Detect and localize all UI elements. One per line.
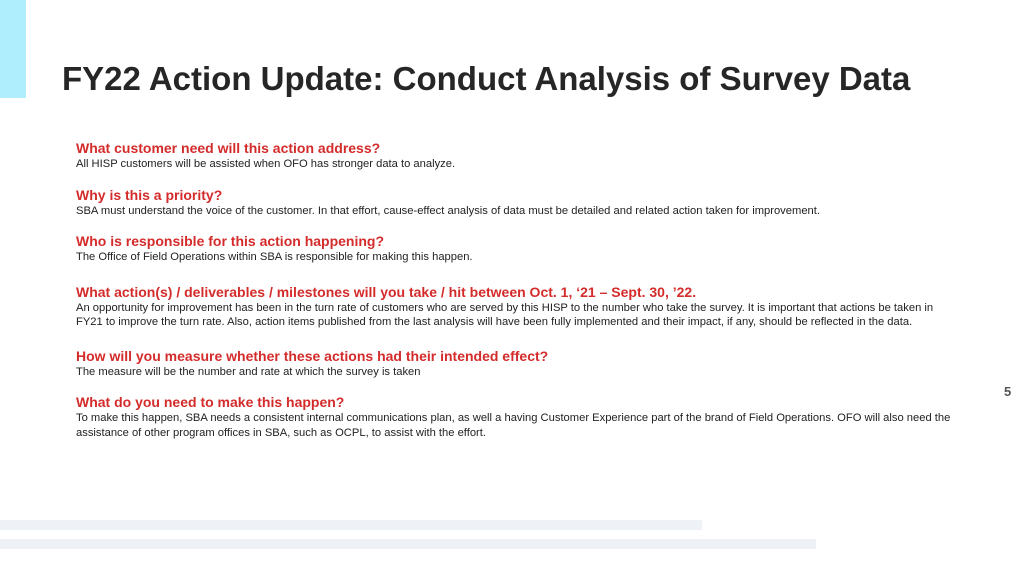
- question-heading: What customer need will this action address?: [76, 140, 381, 156]
- question-heading: What action(s) / deliverables / milestones will you take / hit between Oct. 1, ‘21 – Sept. 30, ’22.: [76, 283, 697, 300]
- question-heading: Why is this a priority?: [76, 186, 223, 203]
- answer-text: The measure will be the number and rate at which the survey is taken: [76, 365, 421, 378]
- accent-block: [0, 0, 26, 98]
- qa-section-measure: [76, 348, 956, 380]
- slide-number: 5: [1004, 384, 1012, 399]
- answer-text: An opportunity for improvement has been in the turn rate of customers who are served by this HISP to the number who take the survey. It is important that actions be taken in FY21 to improve the turn rate. Also, action items published from the last analysis will have been fully implemented and their impact, if any, should be reflected in the data.: [76, 301, 934, 328]
- qa-list: [76, 140, 956, 440]
- answer-text: The Office of Field Operations within SBA is responsible for making this happen.: [76, 251, 473, 263]
- footer-bar-bottom: [0, 539, 816, 549]
- qa-section-need: [76, 140, 956, 172]
- qa-section-needs: [76, 394, 956, 440]
- answer-text: SBA must understand the voice of the customer. In that effort, cause-effect analysis of data must be detailed and related action taken for improvement.: [76, 204, 820, 217]
- qa-section-priority: [76, 187, 956, 219]
- question-heading: What do you need to make this happen?: [76, 394, 345, 410]
- question-heading: Who is responsible for this action happening?: [76, 233, 385, 249]
- footer-bar-top: [0, 520, 702, 530]
- slide-title: FY22 Action Update: Conduct Analysis of Survey Data: [62, 60, 911, 97]
- question-heading: How will you measure whether these actions had their intended effect?: [76, 347, 549, 364]
- answer-text: To make this happen, SBA needs a consistent internal communications plan, as well a having Customer Experience part of the brand of Field Operations. OFO will also need the assistance of other program offices in SBA, such as OCPL, to assist with the effort.: [76, 412, 951, 439]
- qa-section-actions: [76, 284, 956, 330]
- answer-text: All HISP customers will be assisted when OFO has stronger data to analyze.: [76, 158, 456, 170]
- qa-section-responsible: [76, 233, 956, 265]
